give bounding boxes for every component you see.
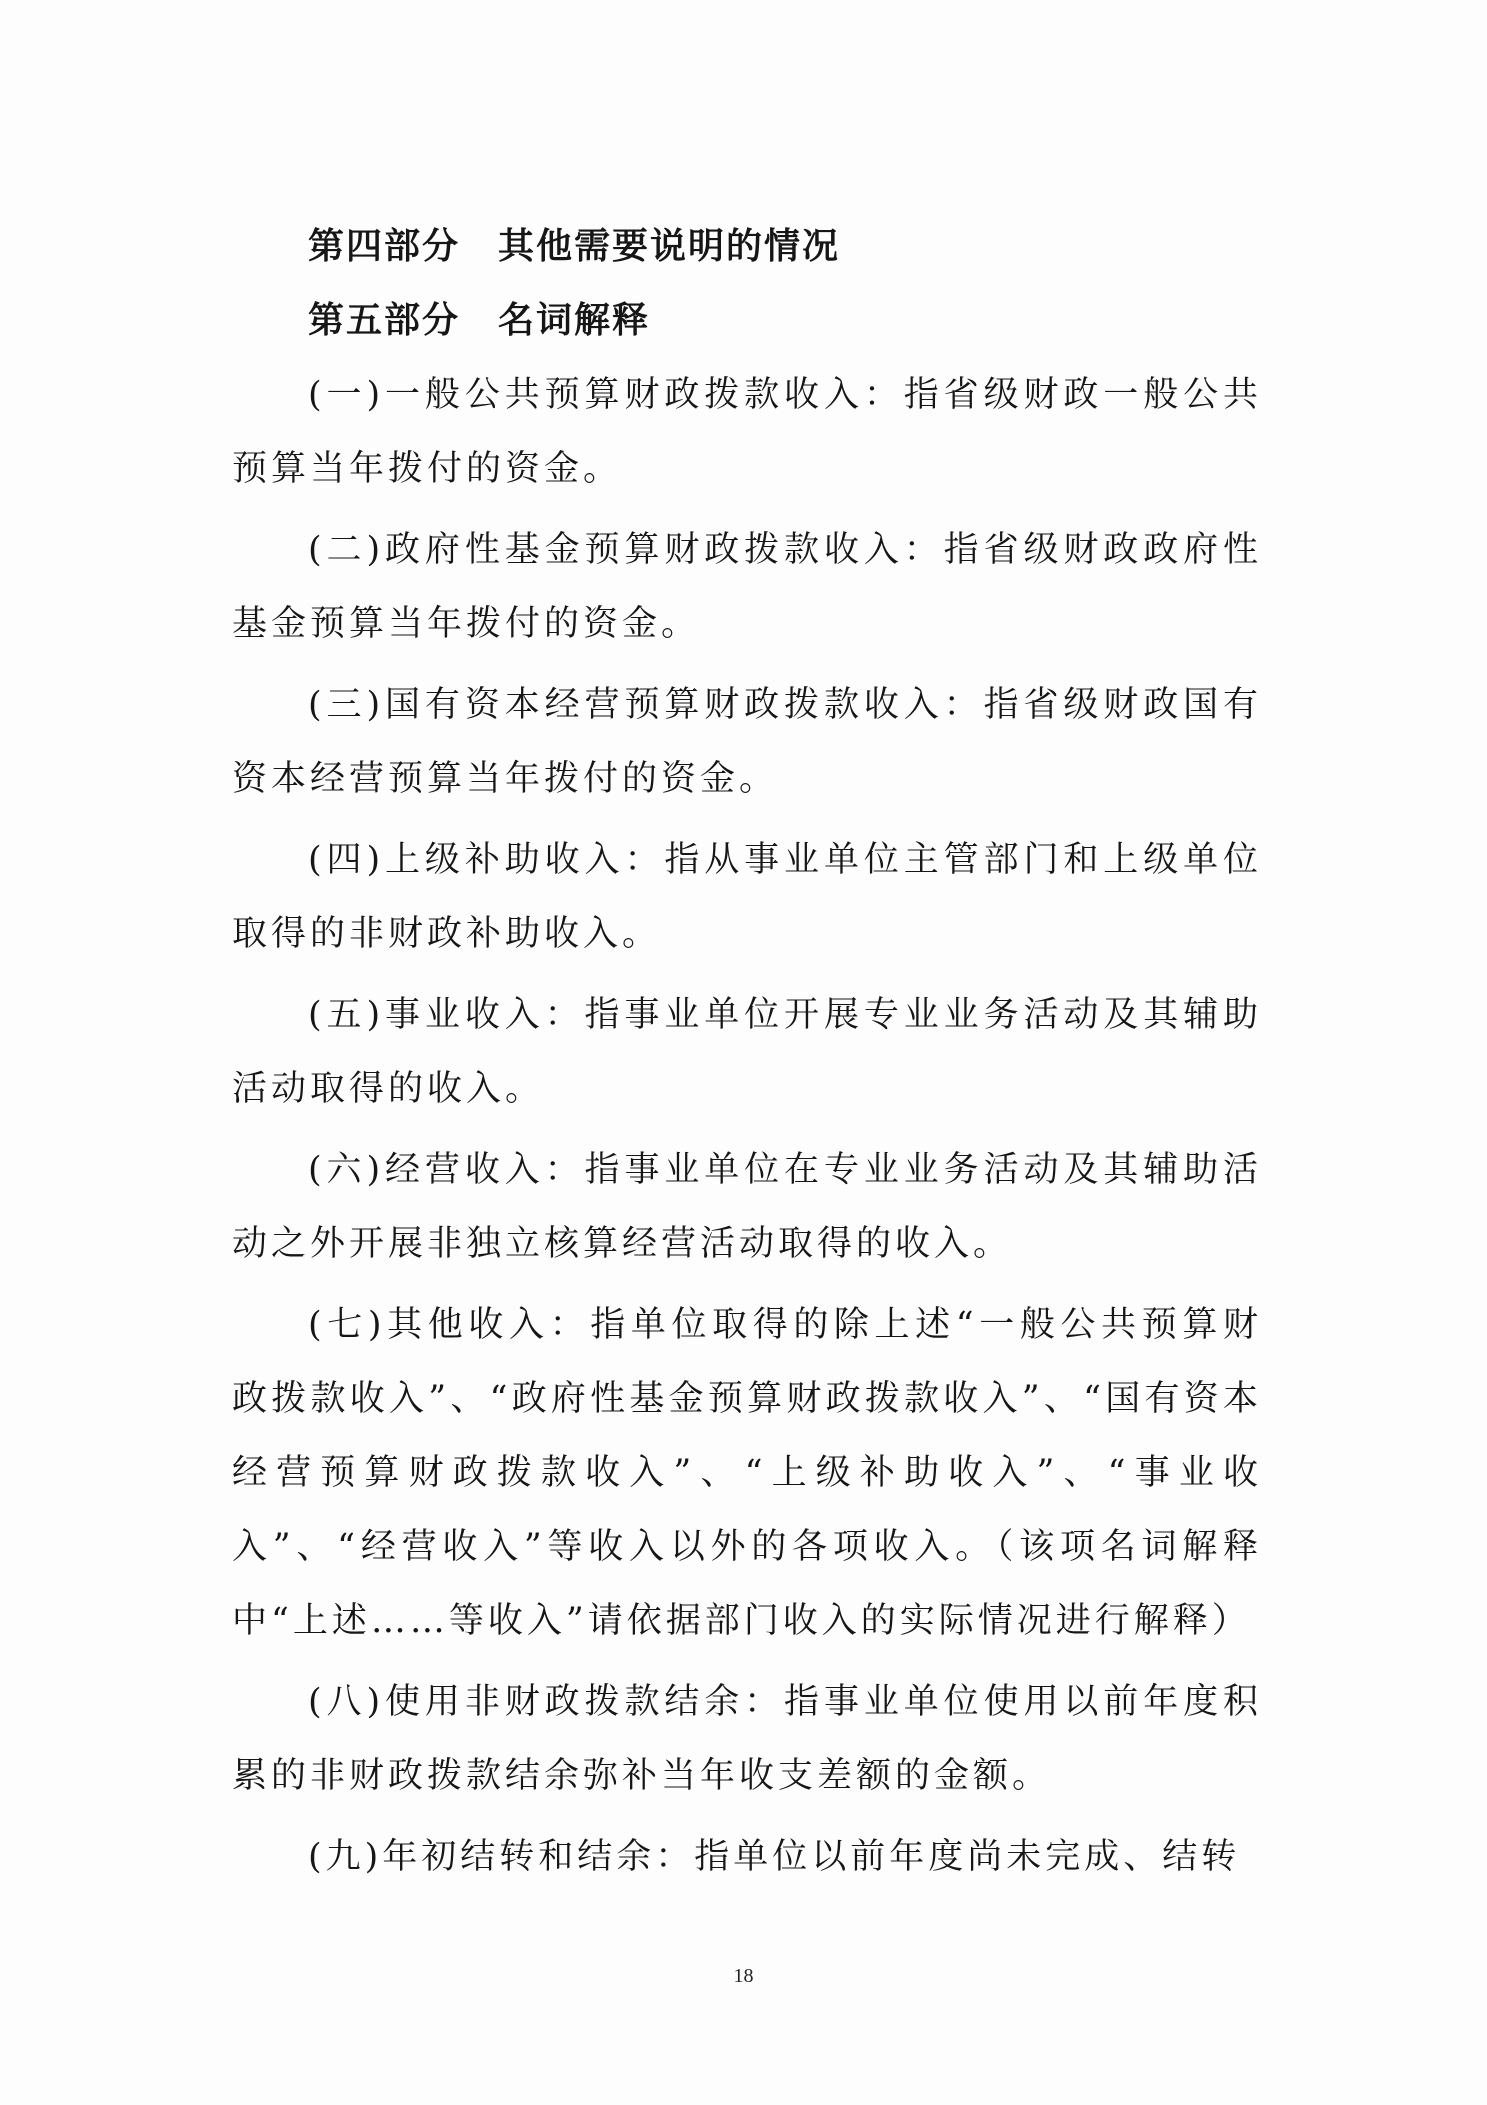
- heading-title: 其他需要说明的情况: [498, 226, 841, 267]
- heading-label: 第四部分: [308, 226, 461, 267]
- page-number: 18: [733, 1965, 754, 1987]
- heading-label: 第五部分: [308, 300, 461, 341]
- definition-paragraph-4: (四)上级补助收入：指从事业单位主管部门和上级单位取得的非财政补助收入。: [232, 840, 1262, 954]
- definition-paragraph-3: (三)国有资本经营预算财政拨款收入：指省级财政国有资本经营预算当年拨付的资金。: [232, 685, 1262, 799]
- definition-paragraph-6: (六)经营收入：指事业单位在专业业务活动及其辅助活动之外开展非独立核算经营活动取得的收入。: [232, 1150, 1262, 1264]
- definition-paragraph-2: (二)政府性基金预算财政拨款收入：指省级财政政府性基金预算当年拨付的资金。: [232, 530, 1262, 644]
- section-heading-part4: [232, 210, 1262, 284]
- section-heading-part5: [232, 284, 1262, 358]
- heading-title: 名词解释: [498, 300, 651, 341]
- definition-paragraph-9: (九)年初结转和结余：指单位以前年度尚未完成、结转: [308, 1837, 1241, 1877]
- definition-paragraph-7: (七)其他收入：指单位取得的除上述“一般公共预算财政拨款收入”、“政府性基金预算财政拨款收入”、“国有资本经营预算财政拨款收入”、“上级补助收入”、“事业收入”、“经营收入”等收入以外的各项收入。（该项名词解释中“上述……等收入”请依据部门收入的实际情况进行解释）: [232, 1305, 1262, 1641]
- definition-paragraph-8: (八)使用非财政拨款结余：指事业单位使用以前年度积累的非财政拨款结余弥补当年收支差额的金额。: [232, 1682, 1262, 1796]
- definition-paragraph-5: (五)事业收入：指事业单位开展专业业务活动及其辅助活动取得的收入。: [232, 995, 1262, 1109]
- page-content: [232, 210, 1262, 1894]
- definition-paragraph-1: (一)一般公共预算财政拨款收入：指省级财政一般公共预算当年拨付的资金。: [232, 375, 1262, 489]
